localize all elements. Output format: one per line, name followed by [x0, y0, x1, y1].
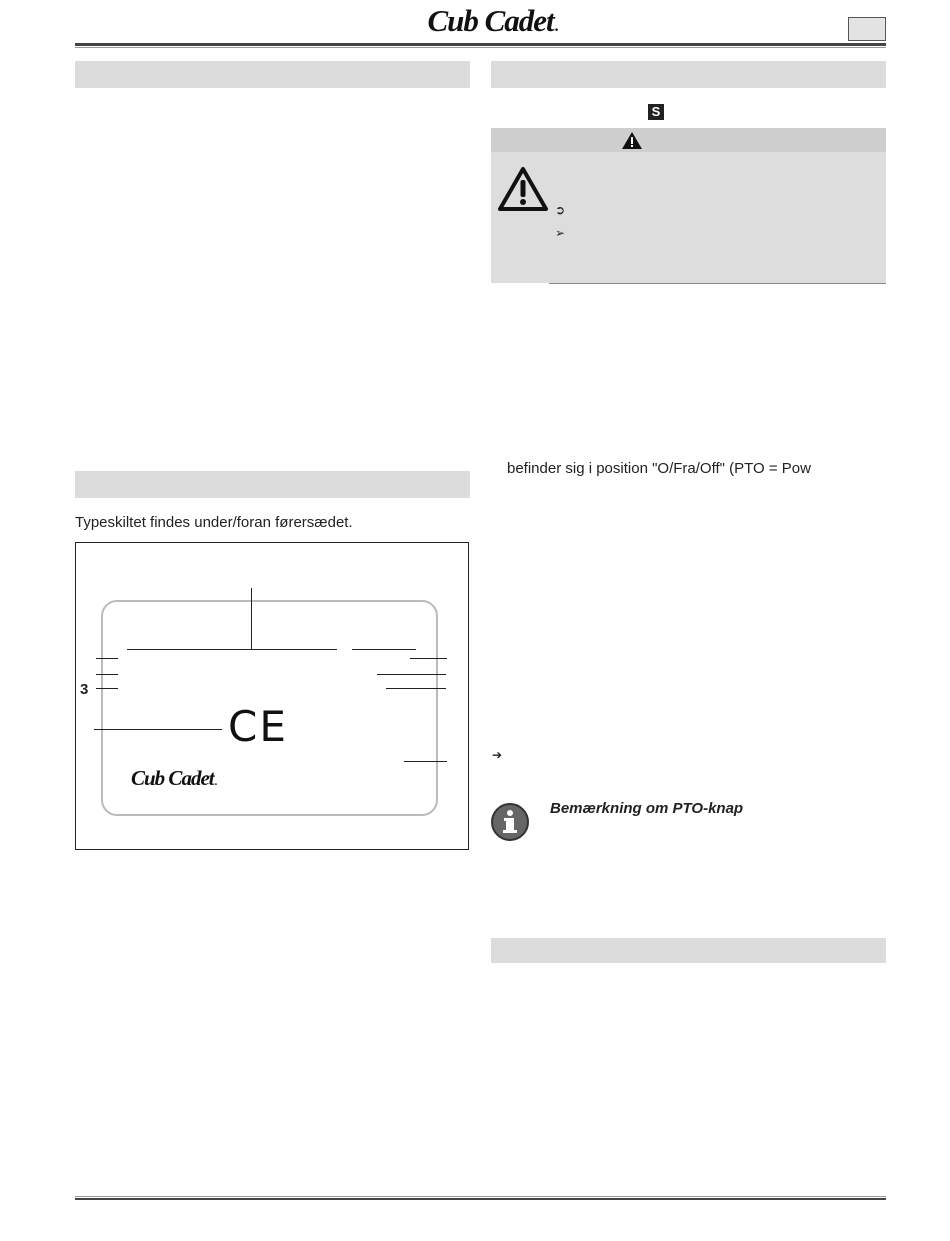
header-rule-thin: [75, 47, 886, 48]
plate-line-right-3: [386, 688, 446, 689]
header-logo-text: Cub Cadet: [427, 3, 554, 38]
warning-bullet-chevron: ➢: [555, 226, 566, 240]
right-section-bar-2: [491, 938, 886, 963]
warning-bottom-rule: [549, 283, 886, 284]
s-badge: S: [648, 104, 664, 120]
left-section-bar-2: [75, 471, 470, 498]
body-line-pto: befinder sig i position "O/Fra/Off" (PTO = Pow: [507, 460, 811, 477]
header-rule: [75, 43, 886, 46]
plate-line-top: [127, 649, 337, 650]
footer-rule: [75, 1196, 886, 1197]
typeplate-caption: Typeskiltet findes under/foran førersædet.: [75, 514, 353, 531]
plate-line-ce: [94, 729, 222, 730]
warning-triangle-large-icon: [497, 166, 549, 217]
arrow-bullet: ➔: [492, 748, 503, 762]
plate-line-right-2: [377, 674, 446, 675]
ce-mark: CE: [228, 702, 288, 751]
plate-tick-left-1: [96, 658, 118, 659]
plate-tick-left-2: [96, 674, 118, 675]
header-logo: Cub Cadet.: [427, 3, 558, 38]
right-section-bar-1: [491, 61, 886, 88]
plate-line-right-1: [410, 658, 447, 659]
warning-header-bar: [491, 128, 886, 152]
info-icon: [490, 802, 530, 847]
left-section-bar-1: [75, 61, 470, 88]
plate-logo: Cub Cadet.: [131, 766, 217, 790]
plate-leader-vertical: [251, 588, 252, 650]
plate-line-right-4: [404, 761, 447, 762]
warning-triangle-small-icon: [621, 131, 643, 155]
plate-line-top-right: [352, 649, 416, 650]
footer-rule-thick: [75, 1198, 886, 1200]
plate-label-3: 3: [80, 681, 89, 698]
warning-bullet-arrow: ➲: [555, 203, 566, 217]
plate-tick-left-3: [96, 688, 118, 689]
page-tab: [848, 17, 886, 41]
note-title: Bemærkning om PTO-knap: [550, 800, 744, 817]
